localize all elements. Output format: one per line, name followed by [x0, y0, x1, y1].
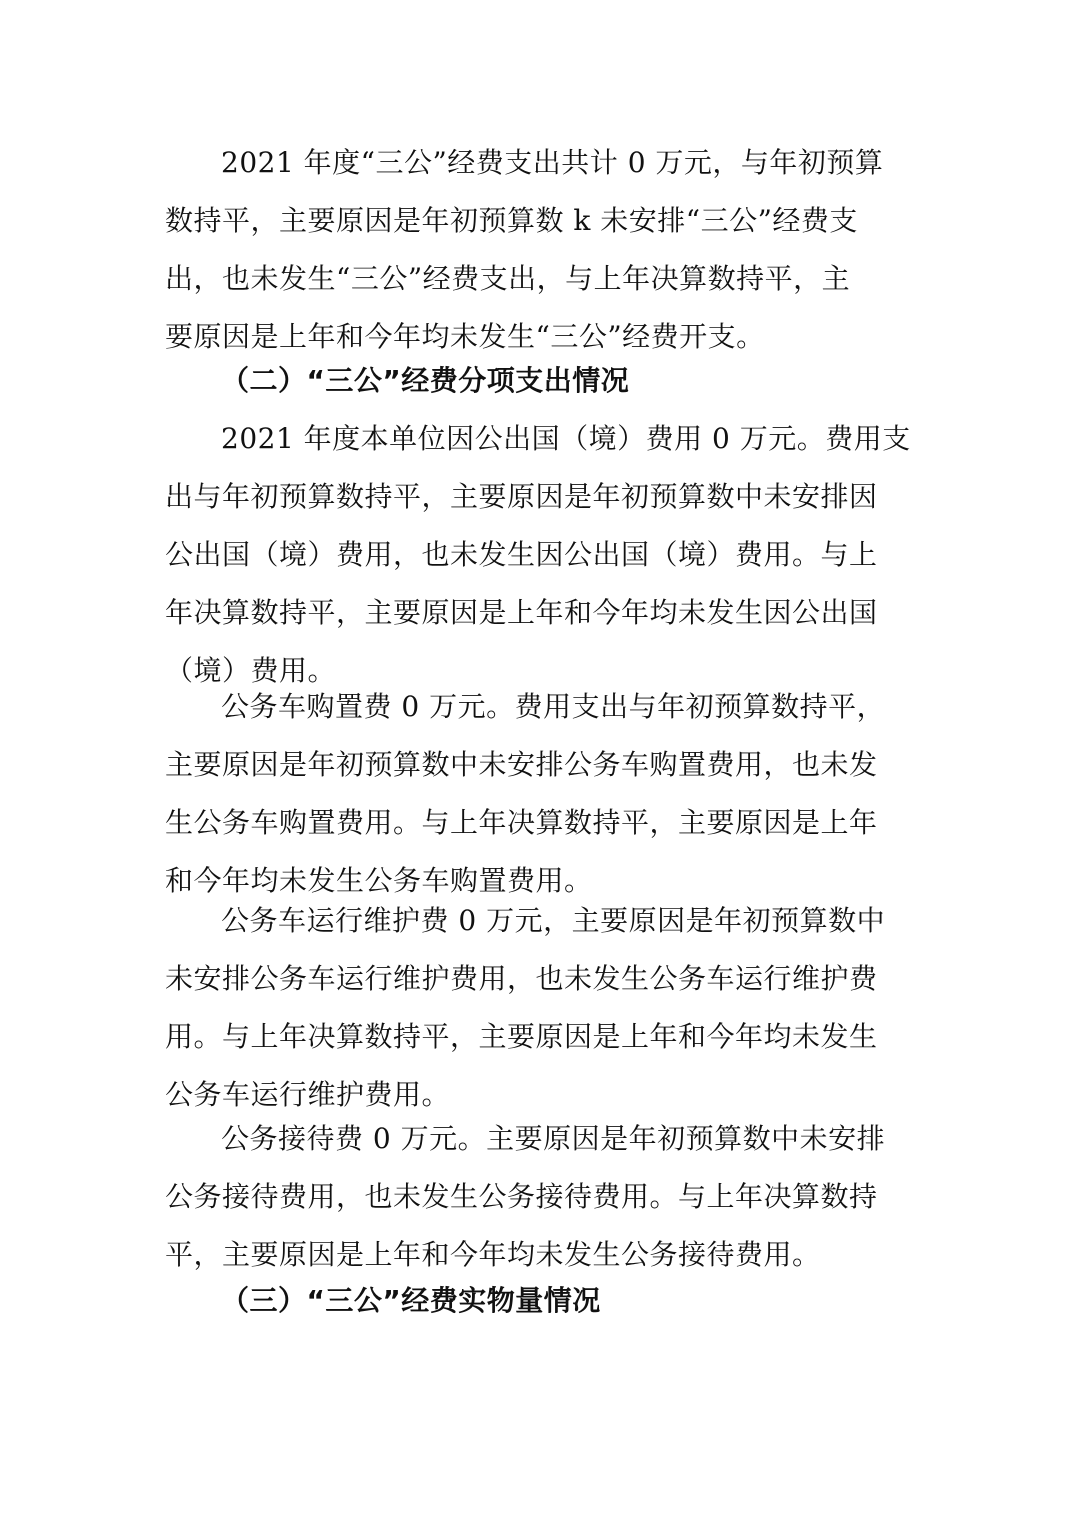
- section-heading: （三）“三公”经费实物量情况: [221, 1284, 601, 1317]
- paragraph-vehicle-purchase: [165, 678, 915, 910]
- text-line: 出，也未发生“三公”经费支出，与上年决算数持平，主: [165, 262, 851, 295]
- text-line: 公务车运行维护费 0 万元，主要原因是年初预算数中: [221, 904, 886, 937]
- text-line: 要原因是上年和今年均未发生“三公”经费开支。: [165, 320, 765, 353]
- text-line: （境）费用。: [165, 654, 337, 687]
- text-line: 数持平，主要原因是年初预算数 k 未安排“三公”经费支: [165, 204, 858, 237]
- text-line: 和今年均未发生公务车购置费用。: [165, 864, 593, 897]
- section-heading-physical: [165, 1272, 915, 1330]
- text-line: 公务车购置费 0 万元。费用支出与年初预算数持平，: [221, 690, 886, 723]
- text-line: 年决算数持平，主要原因是上年和今年均未发生因公出国: [165, 596, 878, 629]
- paragraph-reception: [165, 1110, 915, 1284]
- text-line: 出与年初预算数持平，主要原因是年初预算数中未安排因: [165, 480, 878, 513]
- text-line: 用。与上年决算数持平，主要原因是上年和今年均未发生: [165, 1020, 878, 1053]
- text-line: 公出国（境）费用，也未发生因公出国（境）费用。与上: [165, 538, 878, 571]
- text-line: 公务车运行维护费用。: [165, 1078, 451, 1111]
- text-line: 公务接待费 0 万元。主要原因是年初预算数中未安排: [221, 1122, 886, 1155]
- paragraph-overseas-travel: [165, 410, 915, 700]
- paragraph-three-public-total: [165, 134, 915, 366]
- text-line: 2021 年度本单位因公出国（境）费用 0 万元。费用支: [221, 422, 911, 455]
- text-line: 平，主要原因是上年和今年均未发生公务接待费用。: [165, 1238, 821, 1271]
- text-line: 主要原因是年初预算数中未安排公务车购置费用，也未发: [165, 748, 878, 781]
- text-line: 未安排公务车运行维护费用，也未发生公务车运行维护费: [165, 962, 878, 995]
- paragraph-vehicle-maintenance: [165, 892, 915, 1124]
- text-line: 公务接待费用，也未发生公务接待费用。与上年决算数持: [165, 1180, 878, 1213]
- section-heading: （二）“三公”经费分项支出情况: [221, 364, 630, 397]
- text-line: 生公务车购置费用。与上年决算数持平，主要原因是上年: [165, 806, 878, 839]
- text-line: 2021 年度“三公”经费支出共计 0 万元，与年初预算: [221, 146, 884, 179]
- section-heading-itemized: [165, 352, 915, 410]
